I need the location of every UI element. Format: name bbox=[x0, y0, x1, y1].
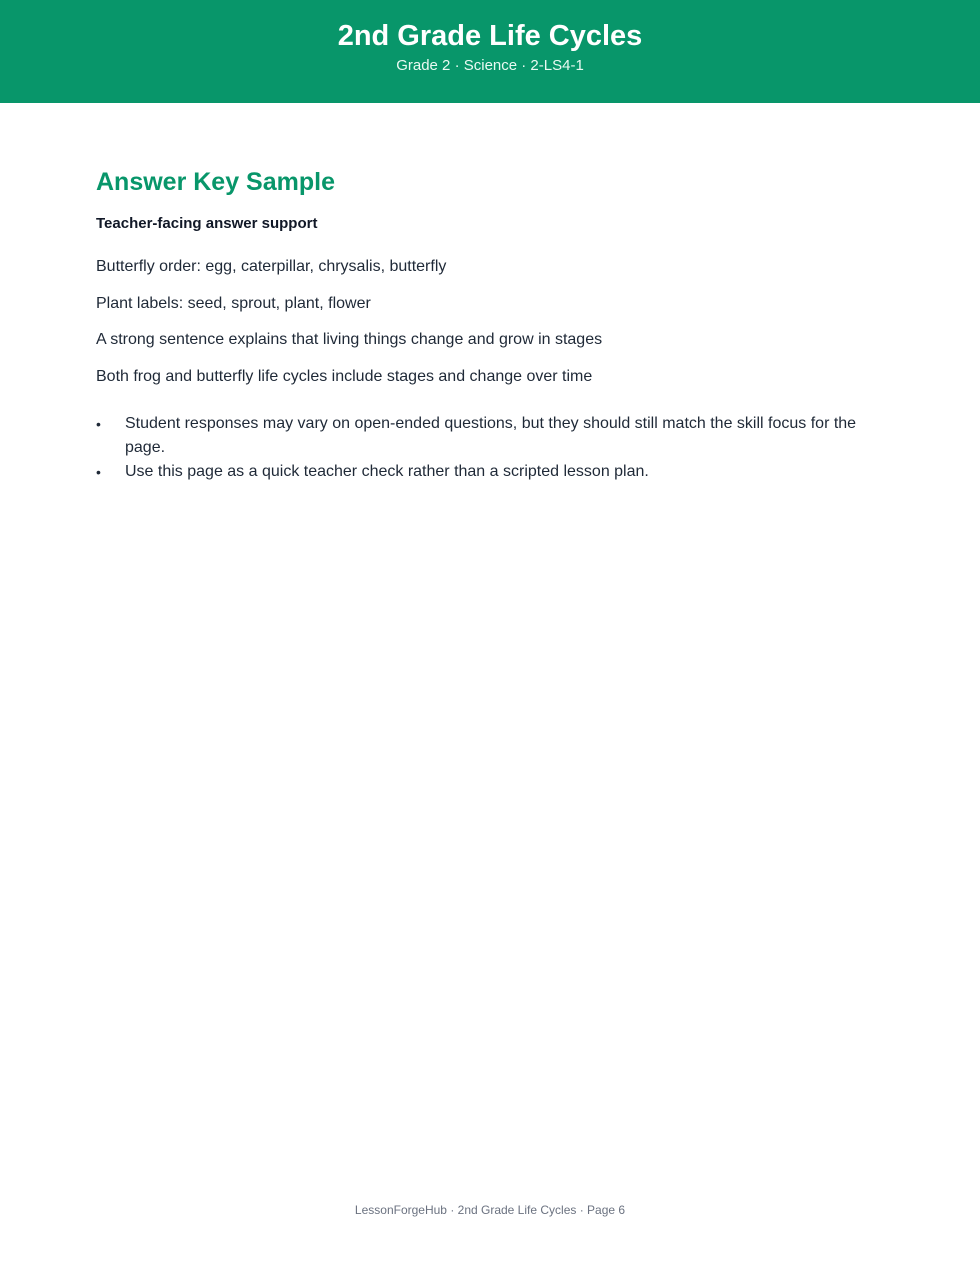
answer-line: Both frog and butterfly life cycles include stages and change over time bbox=[96, 368, 593, 385]
list-item bbox=[96, 460, 876, 484]
bullet-icon: • bbox=[96, 464, 101, 480]
answer-line: Plant labels: seed, sprout, plant, flower bbox=[96, 295, 371, 312]
answer-line: A strong sentence explains that living things change and grow in stages bbox=[96, 331, 603, 348]
page-title: 2nd Grade Life Cycles bbox=[337, 20, 643, 52]
list-item-text: Use this page as a quick teacher check rather than a scripted lesson plan. bbox=[125, 463, 649, 480]
page-subtitle: Grade 2 · Science · 2-LS4-1 bbox=[396, 57, 584, 74]
notes-list bbox=[96, 412, 876, 484]
page-header bbox=[0, 0, 980, 103]
section-title: Answer Key Sample bbox=[96, 168, 335, 196]
list-item-text: Student responses may vary on open-ended questions, but they should still match the skill focus for the page. bbox=[125, 415, 857, 456]
bullet-icon: • bbox=[96, 416, 101, 432]
page-footer: LessonForgeHub · 2nd Grade Life Cycles · Page 6 bbox=[354, 1203, 626, 1217]
answer-line: Butterfly order: egg, caterpillar, chrysalis, butterfly bbox=[96, 258, 447, 275]
list-item bbox=[96, 412, 876, 460]
section-subheading: Teacher-facing answer support bbox=[96, 215, 318, 232]
